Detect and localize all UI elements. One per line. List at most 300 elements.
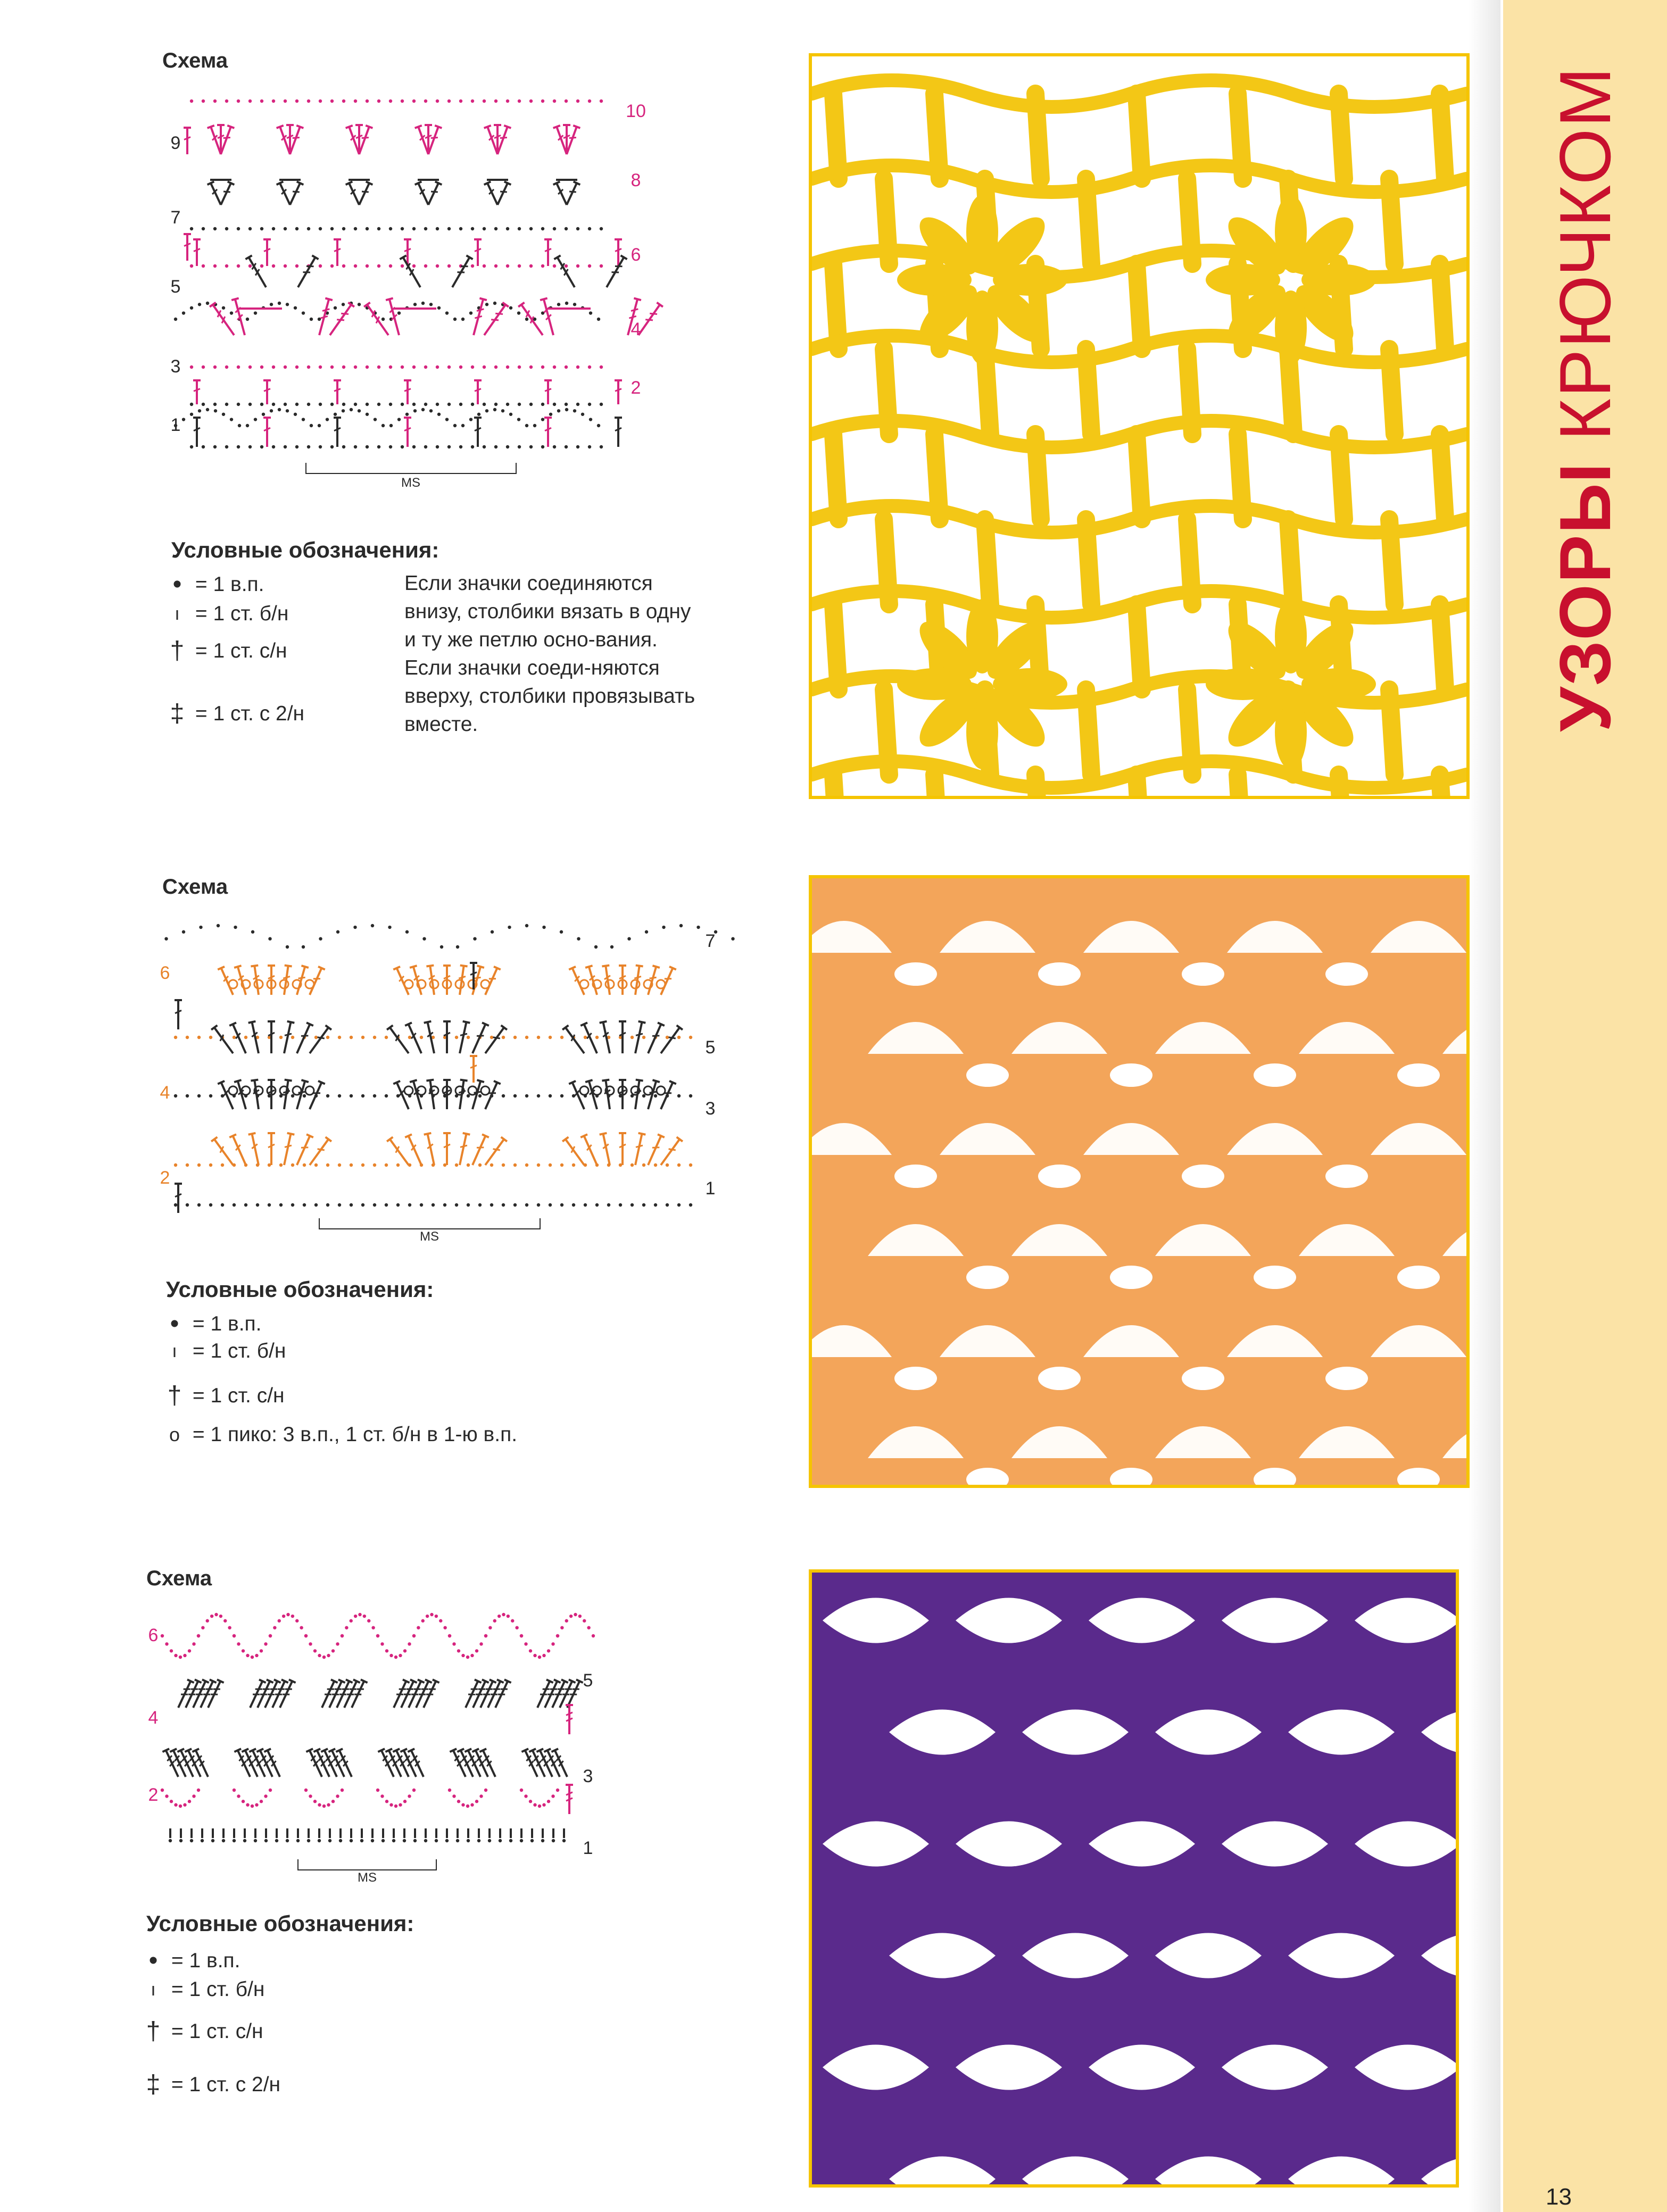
tr-icon: ‡ — [170, 700, 185, 728]
chain-dot — [174, 1803, 177, 1807]
chain-dot — [358, 303, 361, 306]
chain-dot — [225, 365, 228, 369]
chain-dot — [174, 1036, 177, 1039]
chain-dot — [342, 403, 345, 406]
chain-dot — [576, 365, 579, 369]
chain-dot — [453, 318, 457, 321]
chain-dot — [161, 1789, 164, 1792]
chain-dot — [552, 1839, 555, 1842]
chain-dot — [228, 1626, 231, 1629]
chain-dot — [213, 403, 217, 406]
chain-dot — [237, 99, 240, 103]
yarn-stitch — [985, 519, 990, 604]
chain-dot — [206, 302, 209, 305]
chain-dot — [541, 403, 544, 406]
chain-dot — [394, 1656, 397, 1659]
dc-symbol — [263, 239, 271, 266]
yarn-stitch — [1440, 264, 1445, 349]
dc-symbol — [569, 967, 587, 996]
chain-dot — [412, 1789, 416, 1792]
dc-symbol — [424, 1133, 438, 1166]
chain-dot — [260, 227, 263, 230]
chain-dot — [272, 227, 275, 230]
schema-label: Схема — [162, 875, 228, 899]
chain-dot — [553, 227, 556, 230]
chain-dot — [242, 1649, 245, 1652]
chain-dot — [422, 937, 426, 940]
chain-dot — [222, 1839, 225, 1842]
chain-dot — [251, 930, 254, 934]
lace-gap — [1182, 1367, 1224, 1390]
chain-dot — [190, 403, 193, 406]
yarn-stitch — [934, 775, 940, 796]
chain-dot — [260, 365, 263, 369]
repeat-label: MS — [401, 476, 420, 490]
chain-dot — [179, 1839, 183, 1842]
dc-symbol — [268, 1133, 275, 1165]
legend-text: = 1 ст. б/н — [195, 602, 289, 625]
dc-symbol — [580, 1134, 600, 1167]
chain-dot — [509, 1839, 512, 1842]
lace-gap — [1182, 1165, 1224, 1188]
chain-dot — [380, 1642, 384, 1645]
chain-dot — [260, 99, 263, 103]
chain-dot — [284, 445, 287, 448]
chain-dot — [354, 99, 357, 103]
chain-dot — [371, 1626, 375, 1629]
lace-gap — [1325, 962, 1368, 986]
dc-symbol — [632, 1133, 645, 1166]
chain-dot — [366, 403, 369, 406]
yarn-stitch — [1137, 94, 1142, 179]
chain-dot — [467, 1839, 470, 1842]
chain-dot — [170, 1649, 173, 1652]
chain-dot — [424, 99, 427, 103]
chain-dot — [278, 1619, 281, 1623]
chain-dot — [354, 445, 357, 448]
chain-dot — [209, 1163, 212, 1167]
picot-symbol — [580, 1086, 588, 1095]
lace-gap — [1397, 1266, 1440, 1289]
chain-dot — [581, 413, 584, 416]
row-number: 9 — [170, 133, 181, 153]
chain-dot — [273, 1626, 276, 1629]
chain-dot — [303, 1203, 306, 1207]
yarn-stitch — [1440, 94, 1445, 179]
chain-dot — [631, 1203, 634, 1207]
dc-symbol — [658, 1025, 683, 1055]
chain-dot — [517, 418, 520, 421]
chain-dot — [217, 924, 220, 927]
chain-dot — [319, 99, 322, 103]
chain-dot — [455, 1163, 458, 1167]
row-number: 5 — [705, 1037, 716, 1058]
chain-dot — [244, 1203, 247, 1207]
picot-symbol — [305, 1086, 314, 1095]
chain-dot — [237, 365, 240, 369]
chain-dot — [310, 318, 313, 321]
tr-icon: ‡ — [146, 2070, 161, 2099]
repeat-label: MS — [358, 1870, 377, 1885]
chain-dot — [197, 1036, 201, 1039]
chain-dot — [560, 1203, 563, 1207]
picot-symbol — [430, 980, 438, 988]
chain-dot — [318, 1839, 321, 1842]
chain-dot — [525, 424, 528, 427]
chain-dot — [354, 365, 357, 369]
chain-dot — [260, 1649, 263, 1652]
chain-dot — [466, 1804, 469, 1808]
chain-dot — [553, 445, 556, 448]
chain-dot — [436, 227, 439, 230]
chain-dot — [401, 264, 404, 268]
chain-dot — [412, 365, 416, 369]
chain-dot — [587, 1626, 590, 1629]
chain-dot — [494, 264, 497, 268]
chain-dot — [322, 1656, 326, 1659]
dc-symbol — [443, 1133, 451, 1165]
chain-dot — [223, 1619, 227, 1623]
chain-dot — [541, 365, 544, 369]
chain-dot — [509, 306, 512, 310]
chain-dot — [467, 1163, 470, 1167]
chain-dot — [576, 99, 579, 103]
chain-dot — [206, 408, 209, 411]
row-number: 6 — [160, 963, 170, 983]
picot-symbol — [644, 1086, 652, 1095]
chain-dot — [565, 403, 568, 406]
chain-dot — [447, 264, 451, 268]
chain-dot — [174, 318, 177, 321]
chain-dot — [689, 1203, 692, 1207]
chain-dot — [576, 445, 579, 448]
chain-dot — [373, 1036, 376, 1039]
chain-dot — [385, 1094, 388, 1097]
chain-dot — [448, 1634, 451, 1637]
dc-symbol — [184, 234, 191, 261]
chain-dot — [304, 1634, 308, 1637]
picot-symbol — [631, 980, 640, 988]
chain-dot — [533, 1803, 536, 1807]
chain-dot — [225, 445, 228, 448]
chain-dot — [553, 99, 556, 103]
yarn-stitch — [1339, 775, 1344, 796]
chain-dot — [524, 1794, 527, 1798]
chain-dot — [551, 1642, 554, 1645]
chain-dot — [573, 303, 576, 306]
chain-dot — [377, 445, 380, 448]
dc-symbol — [193, 418, 201, 447]
yarn-stitch — [1035, 434, 1041, 519]
chain-dot — [198, 303, 201, 306]
chain-dot — [284, 99, 287, 103]
chain-dot — [401, 365, 404, 369]
tr-symbol — [518, 303, 546, 337]
picot-symbol — [481, 1086, 490, 1095]
row-number: 4 — [148, 1708, 159, 1728]
chain-dot — [307, 227, 310, 230]
chain-dot — [286, 409, 289, 412]
chain-dot — [190, 365, 193, 369]
chain-dot — [533, 1654, 536, 1657]
chain-dot — [654, 1203, 657, 1207]
legend-note: Если значки соединяются внизу, столбики вязать в одну и ту же петлю осно-вания. Если значки соеди-няются вверху, столбики провязывать вместе. — [404, 572, 695, 736]
chain-dot — [366, 99, 369, 103]
chain-dot — [549, 413, 552, 416]
chain-dot — [361, 1163, 364, 1167]
chain-dot — [328, 1839, 331, 1842]
dc-symbol — [306, 967, 325, 996]
chain-dot — [307, 1839, 310, 1842]
chain-dot — [190, 99, 193, 103]
chain-dot — [459, 365, 462, 369]
chain-dot — [471, 99, 474, 103]
chain-dot — [291, 1203, 294, 1207]
chain-dot — [291, 1036, 294, 1039]
sc-icon: ı — [172, 1341, 177, 1361]
chain-dot — [511, 1619, 514, 1623]
chain-dot — [179, 1804, 182, 1808]
chain-dot — [445, 418, 449, 421]
chain-dot — [435, 1839, 438, 1842]
chain-dot — [270, 303, 273, 306]
chain-dot — [576, 403, 579, 406]
dc-symbol — [469, 1134, 489, 1167]
chain-dot — [272, 99, 275, 103]
dc-symbol — [280, 1133, 294, 1166]
chapter-title-light: КРЮЧКОМ — [1545, 66, 1625, 441]
tr-symbol — [470, 298, 487, 336]
chain-dot — [358, 1613, 361, 1616]
chain-dot — [542, 926, 545, 929]
chain-dot — [225, 264, 228, 268]
dc-symbol — [645, 1022, 665, 1055]
dc-symbol — [263, 418, 271, 447]
chain-dot — [237, 227, 240, 230]
legend-item — [141, 1978, 264, 2001]
row-number: 1 — [705, 1178, 716, 1199]
chain-dot — [304, 1789, 308, 1792]
chain-dot — [408, 1794, 411, 1798]
yarn-stitch — [1137, 434, 1142, 519]
chain-dot — [373, 1203, 376, 1207]
chain-dot — [330, 403, 334, 406]
chain-dot — [234, 926, 237, 929]
lace-gap — [1110, 1063, 1152, 1087]
chain-dot — [518, 365, 521, 369]
chain-dot — [237, 403, 240, 406]
chain-dot — [588, 227, 591, 230]
chain-dot — [553, 264, 556, 268]
crochet-diagram-2 — [154, 915, 740, 1245]
chain-dot — [494, 403, 497, 406]
chain-dot — [248, 445, 252, 448]
chain-dot — [342, 99, 345, 103]
tr-symbol — [603, 255, 627, 289]
chain-dot — [562, 1839, 566, 1842]
chain-dot — [336, 930, 339, 934]
chain-dot — [319, 227, 322, 230]
chain-dot — [412, 227, 416, 230]
chain-dot — [413, 409, 417, 412]
yarn-stitch — [1389, 179, 1395, 264]
chain-dot — [508, 926, 511, 929]
chain-dot — [662, 926, 665, 929]
row-number: 10 — [626, 101, 646, 121]
chain-dot — [238, 424, 241, 427]
chain-dot — [354, 264, 357, 268]
chain-dot — [272, 445, 275, 448]
chain-dot — [350, 1619, 353, 1623]
chain-dot — [202, 445, 205, 448]
chain-dot — [432, 1203, 435, 1207]
chain-dot — [529, 445, 533, 448]
chain-dot — [529, 227, 533, 230]
dc-symbol — [482, 1081, 501, 1111]
chain-dot — [642, 1094, 645, 1097]
chain-dot — [197, 1634, 200, 1637]
chain-dot — [350, 1036, 353, 1039]
picot-symbol — [468, 1086, 477, 1095]
yarn-stitch — [1440, 775, 1445, 796]
repeat-bracket — [298, 1859, 436, 1870]
chain-dot — [459, 445, 462, 448]
chain-dot — [588, 445, 591, 448]
chain-dot — [424, 227, 427, 230]
chain-dot — [493, 1619, 496, 1623]
chain-dot — [262, 413, 265, 416]
dot-icon: • — [170, 1310, 179, 1338]
chain-dot — [589, 418, 592, 421]
chain-dot — [461, 318, 465, 321]
chain-dot — [525, 318, 528, 321]
chain-dot — [326, 418, 329, 421]
chain-dot — [260, 1800, 263, 1803]
chain-dot — [183, 1654, 186, 1657]
legend-text: = 1 пико: 3 в.п., 1 ст. б/н в 1-ю в.п. — [192, 1423, 518, 1446]
yarn-stitch — [1086, 519, 1091, 604]
chain-dot — [319, 365, 322, 369]
chain-dot — [254, 1839, 257, 1842]
chain-dot — [186, 1094, 189, 1097]
chain-dot — [525, 1203, 528, 1207]
chain-dot — [302, 418, 305, 421]
chain-dot — [470, 1654, 474, 1657]
picot-symbol — [404, 980, 413, 988]
chain-dot — [478, 1094, 482, 1097]
chain-dot — [475, 1649, 478, 1652]
chain-dot — [524, 1642, 527, 1645]
chain-dot — [366, 264, 369, 268]
chain-dot — [165, 1642, 168, 1645]
chain-dot — [389, 227, 392, 230]
chain-dot — [278, 302, 281, 305]
chain-dot — [366, 365, 369, 369]
chain-dot — [518, 445, 521, 448]
repeat-bracket — [306, 463, 516, 473]
chain-dot — [403, 1800, 407, 1803]
chain-dot — [307, 403, 310, 406]
chain-dot — [366, 445, 369, 448]
chain-dot — [197, 1789, 200, 1792]
chain-dot — [385, 1649, 388, 1652]
dc-symbol — [405, 1134, 425, 1167]
row-number: 1 — [170, 415, 181, 435]
chain-dot — [490, 1163, 493, 1167]
chain-dot — [201, 1626, 204, 1629]
chain-dot — [533, 424, 536, 427]
chain-dot — [326, 1094, 329, 1097]
chapter-title — [1544, 66, 1627, 732]
dc-symbol — [562, 1025, 587, 1055]
chain-dot — [424, 445, 427, 448]
chain-dot — [186, 1036, 189, 1039]
row-number: 3 — [170, 356, 181, 377]
chain-dot — [506, 365, 509, 369]
chain-dot — [642, 1163, 645, 1167]
chain-dot — [313, 1800, 317, 1803]
chain-dot — [331, 1649, 335, 1652]
chain-dot — [264, 1642, 267, 1645]
lace-gap — [1110, 1266, 1152, 1289]
chain-dot — [244, 1036, 247, 1039]
chain-dot — [420, 1036, 423, 1039]
chain-dot — [222, 413, 225, 416]
sc-icon: ı — [151, 1980, 156, 2000]
chain-dot — [202, 264, 205, 268]
chain-dot — [278, 408, 281, 411]
legend-text: = 1 ст. с 2/н — [195, 702, 305, 725]
chain-dot — [413, 1839, 417, 1842]
chain-dot — [627, 937, 631, 940]
chain-dot — [272, 365, 275, 369]
chain-dot — [385, 1203, 388, 1207]
chain-dot — [233, 1839, 236, 1842]
tr-symbol — [245, 255, 269, 289]
chain-dot — [367, 1619, 370, 1623]
chain-dot — [282, 1615, 285, 1618]
chain-dot — [322, 1804, 326, 1808]
chain-dot — [430, 1613, 433, 1616]
chain-dot — [389, 365, 392, 369]
chain-dot — [437, 413, 441, 416]
chain-dot — [610, 945, 613, 949]
chain-dot — [251, 1804, 254, 1808]
chain-dot — [594, 945, 598, 949]
chain-dot — [506, 99, 509, 103]
chain-dot — [436, 403, 439, 406]
chain-dot — [461, 1803, 465, 1807]
chain-dot — [689, 1094, 692, 1097]
chain-dot — [318, 424, 321, 427]
chain-dot — [600, 99, 603, 103]
chain-dot — [537, 1163, 540, 1167]
chain-dot — [165, 1794, 168, 1798]
dc-symbol — [544, 239, 552, 266]
chain-dot — [342, 303, 345, 306]
chain-dot — [389, 403, 392, 406]
chain-dot — [338, 1163, 341, 1167]
chain-dot — [494, 99, 497, 103]
tr-symbol — [364, 303, 392, 337]
chain-dot — [461, 1654, 465, 1657]
lace-gap — [1182, 962, 1224, 986]
chain-dot — [488, 1626, 492, 1629]
chain-dot — [327, 1803, 330, 1807]
legend-item — [165, 572, 264, 597]
chain-dot — [471, 445, 474, 448]
chain-dot — [295, 403, 298, 406]
